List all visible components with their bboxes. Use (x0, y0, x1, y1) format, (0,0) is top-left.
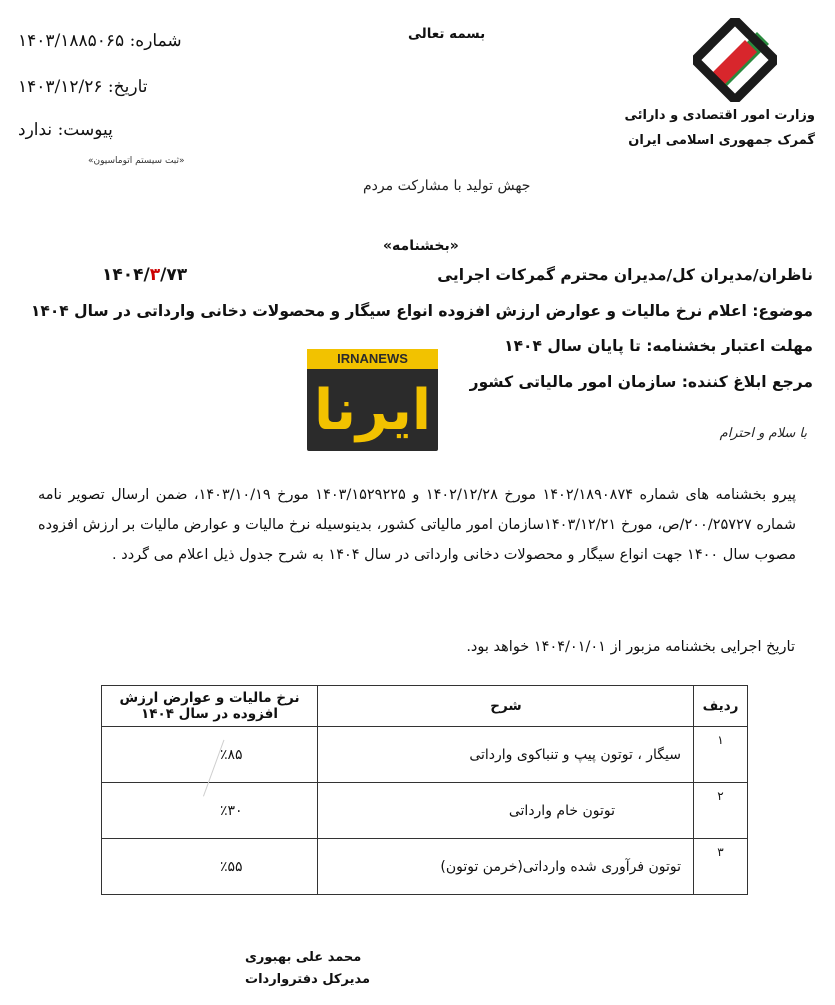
customs-name: گمرک جمهوری اسلامی ایران (628, 133, 815, 148)
row-description: توتون فرآوری شده وارداتی(خرمن توتون) (318, 839, 694, 895)
circular-number-highlight: ۳ (149, 265, 161, 285)
header-index: ردیف (694, 686, 748, 727)
customs-logo (693, 18, 777, 102)
issuing-authority: مرجع ابلاغ کننده: سازمان امور مالیاتی کشور (469, 373, 813, 391)
table-row (102, 839, 748, 895)
signer-title: مدیرکل دفترواردات (245, 972, 371, 987)
signer-name: محمد علی بهبوری (245, 950, 362, 965)
row-description: توتون خام وارداتی (318, 783, 694, 839)
attachment-label: پیوست: (57, 120, 113, 140)
row-rate: ٪۸۵ (102, 727, 318, 783)
letter-date-label: تاریخ: (107, 77, 148, 97)
letter-date-line (18, 77, 198, 97)
header-rate: نرخ مالیات و عوارض ارزش افزوده در سال ۱۴۰۴ (102, 686, 318, 727)
body-paragraph: پیرو بخشنامه های شماره ۱۴۰۲/۱۸۹۰۸۷۴ مورخ ۱۴۰۲/۱۲/۲۸ و ۱۴۰۳/۱۵۲۹۲۲۵ مورخ ۱۴۰۳/۱۰/۱۹، ضمن ارسال تصویر نامه شماره ۲۰۰/۲۵۷۲۷/ص، مورخ ۱۴۰۳/۱۲/۲۱سازمان امور مالیاتی کشور، بدینوسیله نرخ مالیات و عوارض مالیات بر ارزش افزوده مصوب سال ۱۴۰۰ جهت انواع سیگار و محصولات دخانی وارداتی در سال ۱۴۰۴ به شرح جدول ذیل اعلام می گردد . (38, 487, 797, 563)
table-header-row (102, 686, 748, 727)
recipients: ناظران/مدیران کل/مدیران محترم گمرکات اجرایی (437, 266, 813, 284)
row-rate: ٪۳۰ (102, 783, 318, 839)
letter-number-label: شماره: (129, 31, 182, 51)
irna-watermark (307, 349, 438, 451)
bismillah: بسمه تعالی (408, 26, 486, 42)
execution-date: تاریخ اجرایی بخشنامه مزبور از ۱۴۰۴/۰۱/۰۱ خواهد بود. (466, 639, 795, 655)
letter-date-value: ۱۴۰۳/۱۲/۲۶ (18, 77, 103, 97)
system-note: «ثبت سیستم اتوماسیون» (88, 156, 185, 166)
watermark-top-text: IRNANEWS (307, 349, 438, 369)
row-index: ۲ (694, 783, 748, 839)
rate-table (101, 685, 748, 895)
circular-number-value: ۱۴۰۴/۳/۷۳ (102, 265, 188, 285)
table-row (102, 727, 748, 783)
slogan: جهش تولید با مشارکت مردم (363, 178, 531, 194)
row-rate: ٪۵۵ (102, 839, 318, 895)
table-row (102, 783, 748, 839)
circular-number (102, 265, 187, 285)
header-description: شرح (318, 686, 694, 727)
greeting: با سلام و احترام (719, 426, 807, 441)
attachment-line (18, 120, 198, 140)
row-index: ۳ (694, 839, 748, 895)
subject: موضوع: اعلام نرخ مالیات و عوارض ارزش افزوده انواع سیگار و محصولات دخانی وارداتی در سال ۱۴۰۴ (30, 302, 813, 320)
attachment-value: ندارد (18, 120, 53, 140)
letter-number-value: ۱۴۰۳/۱۸۸۵۰۶۵ (18, 31, 125, 51)
watermark-main-text: ایرنا (313, 378, 432, 443)
row-index: ۱ (694, 727, 748, 783)
ministry-name: وزارت امور اقتصادی و دارائی (624, 108, 815, 123)
validity: مهلت اعتبار بخشنامه: تا پایان سال ۱۴۰۴ (504, 337, 813, 355)
letter-number-line (18, 31, 198, 51)
row-description: سیگار ، توتون پیپ و تنباکوی وارداتی (318, 727, 694, 783)
circular-title: «بخشنامه» (383, 238, 459, 254)
